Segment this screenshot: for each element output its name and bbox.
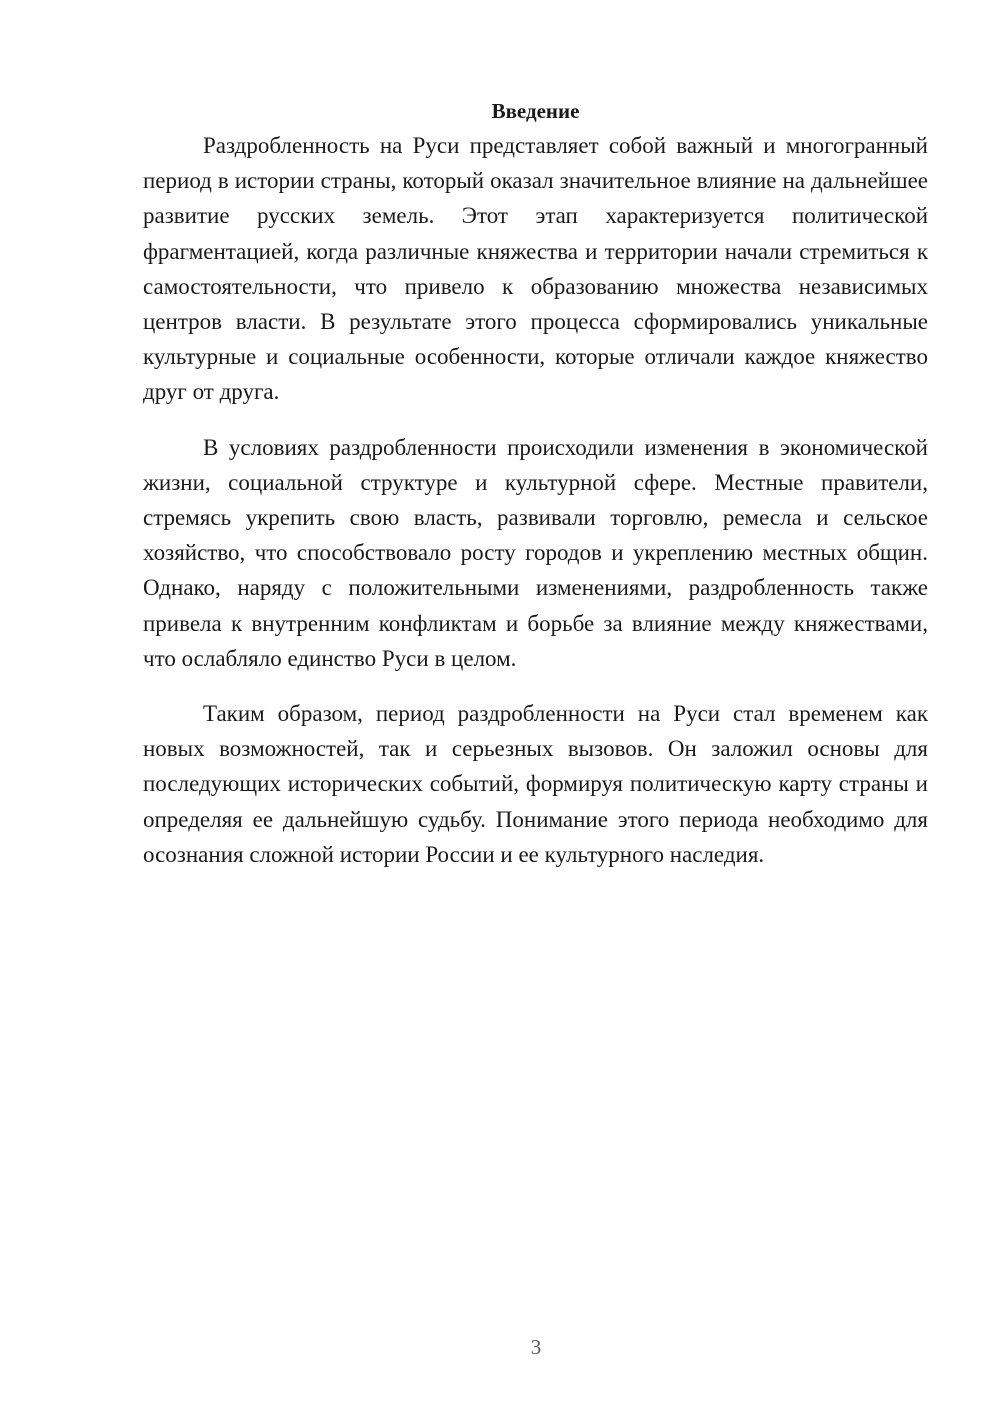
paragraph-1: Раздробленность на Руси представляет собой важный и многогранный период в истории страны, который оказал значительное влияние на дальнейшее развитие русских земель. Этот этап характеризуется политической фрагментацией, когда различные княжества и территории начали стремиться к самостоятельности, что привело к образованию множества независимых центров власти. В результате этого процесса сформировались уникальные культурные и социальные особенности, которые отличали каждое княжество друг от друга. [143, 133, 928, 405]
paragraph-3: Таким образом, период раздробленности на Руси стал временем как новых возможностей, так и серьезных вызовов. Он заложил основы для последующих исторических событий, формируя политическую карту страны и определяя ее дальнейшую судьбу. Понимание этого периода необходимо для осознания сложной истории России и ее культурного наследия. [143, 701, 928, 867]
page-number: 3 [530, 1335, 542, 1359]
page-content [143, 96, 928, 872]
paragraph-2: В условиях раздробленности происходили изменения в экономической жизни, социальной структуре и культурной сфере. Местные правители, стремясь укрепить свою власть, развивали торговлю, ремесла и сельское хозяйство, что способствовало росту городов и укреплению местных общин. Однако, наряду с положительными изменениями, раздробленность также привела к внутренним конфликтам и борьбе за влияние между княжествами, что ослабляло единство Руси в целом. [143, 434, 928, 671]
section-heading: Введение [491, 99, 580, 123]
